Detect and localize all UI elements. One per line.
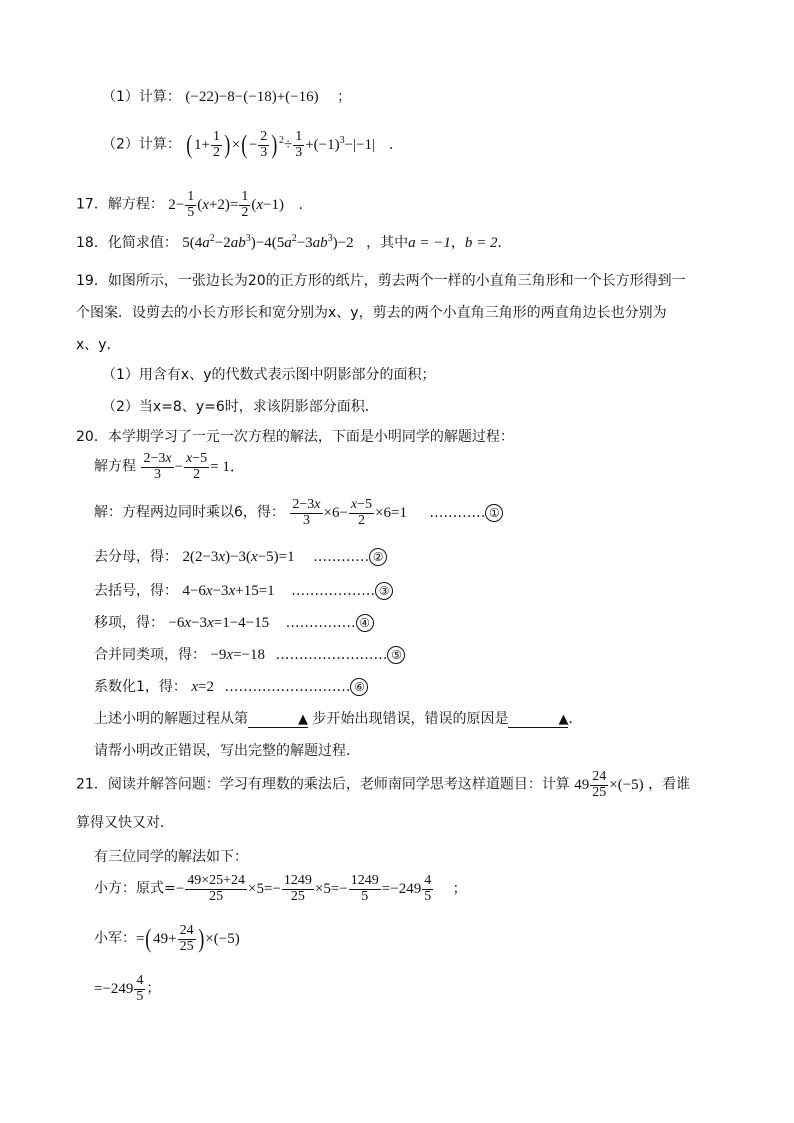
q17-label: 17．解方程： bbox=[76, 196, 164, 213]
circle-1: ① bbox=[485, 504, 503, 522]
q19-line2: 个图案．设剪去的小长方形长和宽分别为x、y，剪去的两个小直角三角形的两直角边长也分别为 bbox=[76, 305, 667, 321]
q20-step2: 去分母，得： 2(2−3x)−3(x−5)=1 ………… ② bbox=[94, 546, 387, 566]
q17: 17．解方程： 2− $\frac{1}{5}$ (x+2)= $\frac{1}{2}$ (x−1) . bbox=[76, 189, 303, 220]
q19-sub1: （1）用含有x、y的代数式表示图中阴影部分的面积； bbox=[102, 367, 436, 383]
q21-line3: 有三位同学的解法如下： bbox=[94, 849, 248, 865]
q19-line1: 19．如图所示，一张边长为20的正方形的纸片，剪去两个一样的小直角三角形和一个长方形得到一 bbox=[76, 273, 686, 289]
q20-intro: 20．本学期学习了一元一次方程的解法，下面是小明同学的解题过程： bbox=[76, 429, 514, 445]
blank-reason[interactable]: ▲ bbox=[508, 712, 568, 728]
q20-equation: 解方程 $\frac{2-3x}{3}$ − $\frac{x-5}{2}$ = 1． bbox=[94, 451, 245, 482]
q18-expression: $5(4a^2-2ab^3)-4(5a^2-3ab^3)-2$ bbox=[182, 233, 354, 251]
q16-part1: （1）计算： (−22)−8−(−18)+(−16) ； bbox=[102, 89, 352, 105]
q19-sub2: （2）当x=8、y=6时，求该阴影部分面积． bbox=[102, 399, 379, 415]
q21-xiaofang: 小方：原式=− $\frac{49\times 25+24}{25}$ ×5=− $\frac{1249}{25}$ ×5=− $\frac{1249}{5}$ =−249 $\frac{4}{5}$ ； bbox=[94, 873, 467, 904]
circle-2: ② bbox=[369, 548, 387, 566]
q18-cond-b: b = 2 bbox=[464, 235, 498, 251]
blank-step[interactable]: ▲ bbox=[248, 712, 308, 728]
q16-part1-label: （1）计算： bbox=[102, 89, 181, 105]
circle-4: ④ bbox=[356, 614, 374, 632]
q20-step5: 合并同类项，得： −9x=−18 …………………… ⑤ bbox=[94, 644, 405, 664]
q18-condition: ，其中 bbox=[366, 235, 409, 251]
q20-step1: 解：方程两边同时乘以6，得： $\frac{2-3x}{3}$ ×6− $\frac{x-5}{2}$ ×6=1 ………… ① bbox=[94, 498, 503, 528]
q20-step4: 移项，得： −6x−3x=1−4−15 …………… ④ bbox=[94, 612, 374, 632]
q20-step3: 去括号，得： 4−6x−3x+15=1 ……………… ③ bbox=[94, 580, 393, 600]
q20-conclusion: 上述小明的解题过程从第 ▲ 步开始出现错误，错误的原因是 ▲． bbox=[94, 711, 583, 727]
q21-xiaojun: 小军：=(49+ $\frac{24}{25}$ )×(−5) bbox=[94, 923, 240, 954]
q21-line1: 21．阅读并解答问题：学习有理数的乘法后，老师南同学思考这样道题目：计算 49 $\frac{24}{25}$ ×(−5) ，看谁 bbox=[76, 769, 691, 800]
q21-xiaojun-result: =−249 $\frac{4}{5}$ ； bbox=[94, 973, 161, 1004]
q16-part2: （2）计算： (1+ $\frac{1}{2}$ )×(− $\frac{2}{3}$ )$^2$÷ $\frac{1}{3}$ $+(-1)^3-|-1|$ . bbox=[102, 129, 394, 160]
q16-part2-label: （2）计算： bbox=[102, 136, 181, 153]
q21-line2: 算得又快又对． bbox=[76, 815, 174, 831]
q16-part1-expression: (−22)−8−(−18)+(−16) bbox=[185, 89, 319, 105]
circle-3: ③ bbox=[375, 582, 393, 600]
circle-5: ⑤ bbox=[387, 646, 405, 664]
q17-equation: 2− $\frac{1}{5}$ (x+2)= $\frac{1}{2}$ (x−1) bbox=[168, 189, 284, 220]
q19-line3: x、y． bbox=[76, 337, 121, 353]
q20-final: 请帮小明改正错误，写出完整的解题过程． bbox=[94, 743, 360, 759]
q18: 18．化简求值： $5(4a^2-2ab^3)-4(5a^2-3ab^3)-2$ ，其中a = −1，b = 2． bbox=[76, 233, 512, 251]
q18-cond-a: a = −1 bbox=[408, 235, 451, 251]
circle-6: ⑥ bbox=[350, 678, 368, 696]
q18-label: 18．化简求值： bbox=[76, 235, 178, 251]
q16-part2-expression: (1+ $\frac{1}{2}$ )×(− $\frac{2}{3}$ )$^2$÷ $\frac{1}{3}$ $+(-1)^3-|-1|$ bbox=[186, 129, 379, 160]
q20-step6: 系数化1，得： x=2 ……………………… ⑥ bbox=[94, 676, 368, 696]
